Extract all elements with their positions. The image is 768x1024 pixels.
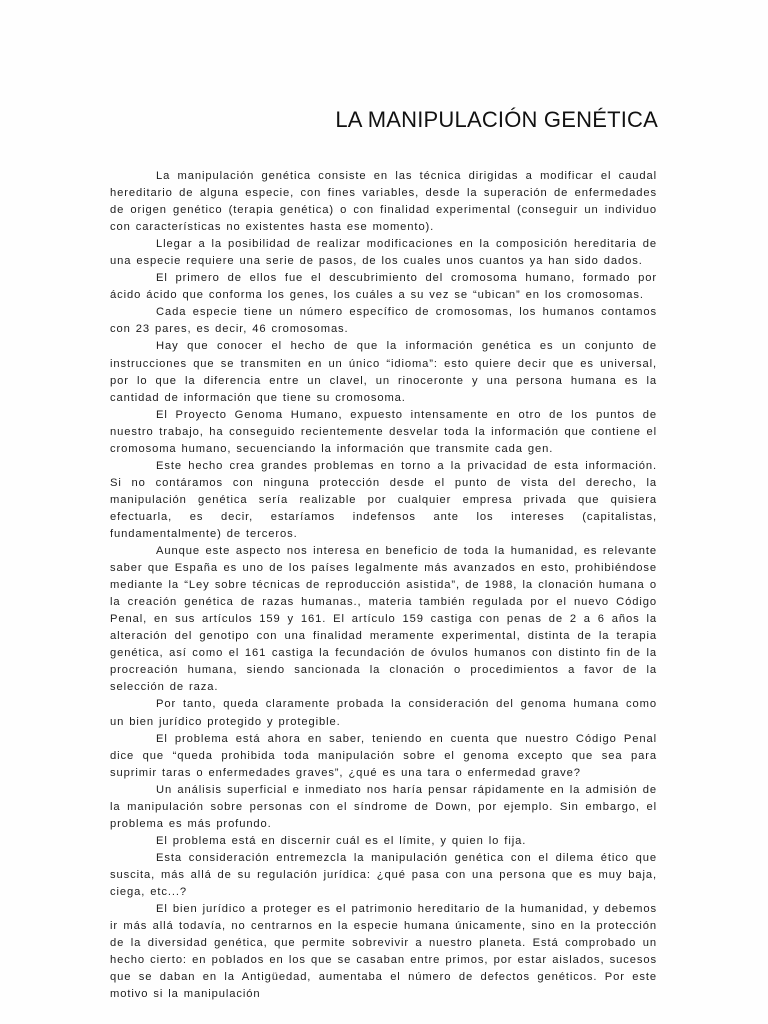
paragraph: Un análisis superficial e inmediato nos haría pensar rápidamente en la admisión de la manipulación sobre personas con el síndrome de Down, por ejemplo. Sin embargo, el problema es más profundo. bbox=[110, 783, 657, 830]
paragraph: El Proyecto Genoma Humano, expuesto intensamente en otro de los puntos de nuestro trabajo, ha conseguido recientemente desvelar toda la información que contiene el cromosoma humano, secuenciando la información que transmite cada gen. bbox=[110, 408, 657, 455]
paragraph: El problema está ahora en saber, teniendo en cuenta que nuestro Código Penal dice que “queda prohibida toda manipulación sobre el genoma excepto que sea para suprimir taras o enfermedades graves”, ¿qué es una tara o enfermedad grave? bbox=[110, 732, 657, 779]
paragraph: El primero de ellos fue el descubrimiento del cromosoma humano, formado por ácido ácido que conforma los genes, los cuáles a su vez se “ubican” en los cromosomas. bbox=[110, 272, 657, 302]
paragraph: Cada especie tiene un número específico de cromosomas, los humanos contamos con 23 pares, es decir, 46 cromosomas. bbox=[110, 306, 657, 336]
paragraph: Esta consideración entremezcla la manipulación genética con el dilema ético que suscita, más allá de su regulación jurídica: ¿qué pasa con una persona que es muy baja, ciega, etc...? bbox=[110, 851, 657, 898]
paragraph: Por tanto, queda claramente probada la consideración del genoma humana como un bien jurídico protegido y protegible. bbox=[110, 698, 657, 728]
paragraph: El problema está en discernir cuál es el límite, y quien lo fija. bbox=[156, 834, 527, 847]
paragraph: Llegar a la posibilidad de realizar modificaciones en la composición hereditaria de una especie requiere una serie de pasos, de los cuales unos cuantos ya han sido dados. bbox=[110, 238, 657, 268]
paragraph: El bien jurídico a proteger es el patrimonio hereditario de la humanidad, y debemos ir más allá todavía, no centrarnos en la especie humana únicamente, sino en la protección de la diversidad genética, que permite sobrevivir a nuestro planeta. Está comprobado un hecho cierto: en poblados en los que se casaban entre primos, por estar aislados, sucesos que se daban en la Antigüedad, aumentaba el número de defectos genéticos. Por este motivo si la manipulación bbox=[110, 903, 657, 1001]
paragraph: La manipulación genética consiste en las técnica dirigidas a modificar el caudal hereditario de alguna especie, con fines variables, desde la superación de enfermedades de origen genético (terapia genética) o con finalidad experimental (conseguir un individuo con características no existentes hasta ese momento). bbox=[110, 170, 657, 234]
paragraph: Hay que conocer el hecho de que la información genética es un conjunto de instrucciones que se transmiten en un único “idioma”: esto quiere decir que es universal, por lo que la diferencia entre un clavel, un rinoceronte y una persona humana es la cantidad de información que tiene su cromosoma. bbox=[110, 340, 657, 404]
paragraph: Este hecho crea grandes problemas en torno a la privacidad de esta información. Si no contáramos con ninguna protección desde el punto de vista del derecho, la manipulación genética sería realizable por cualquier empresa privada que quisiera efectuarla, es decir, estaríamos indefensos ante los intereses (capitalistas, fundamentalmente) de terceros. bbox=[110, 459, 657, 540]
paragraph: Aunque este aspecto nos interesa en beneficio de toda la humanidad, es relevante saber que España es uno de los países legalmente más avanzados en esto, prohibiéndose mediante la “Ley sobre técnicas de reproducción asistida”, de 1988, la clonación humana o la creación genética de razas humanas., materia también regulada por el nuevo Código Penal, en sus artículos 159 y 161. El artículo 159 castiga con penas de 2 a 6 años la alteración del genotipo con una finalidad meramente experimental, distinta de la terapia genética, así como el 161 castiga la fecundación de óvulos humanos con distinto fin de la procreación humana, siendo sancionada la clonación o procedimientos a favor de la selección de raza. bbox=[110, 545, 657, 694]
document-title: LA MANIPULACIÓN GENÉTICA bbox=[335, 106, 658, 132]
document-body bbox=[110, 168, 657, 1003]
